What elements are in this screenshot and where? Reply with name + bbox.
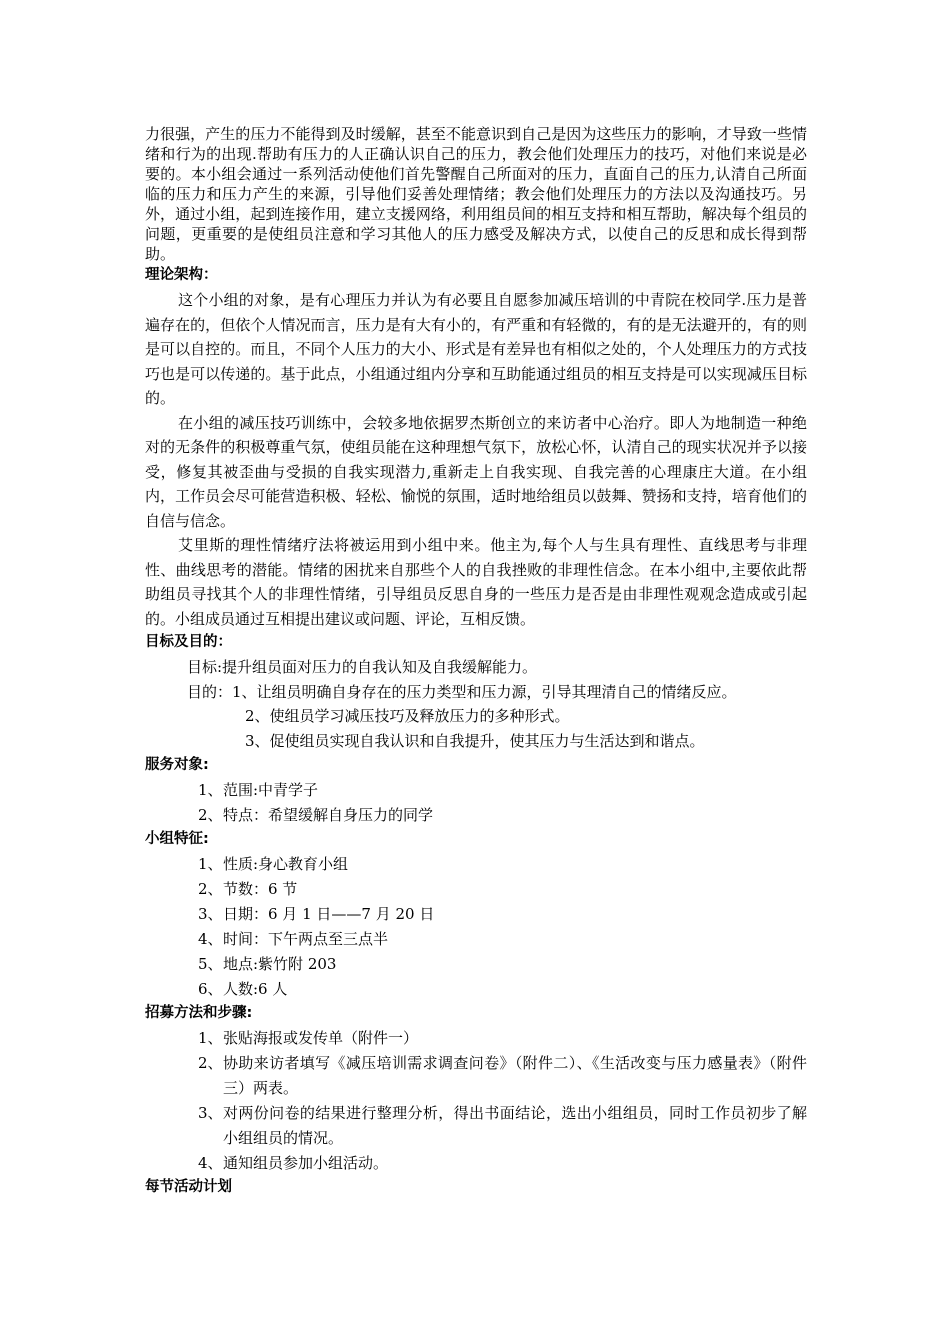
item-number: 1、 bbox=[198, 1029, 223, 1047]
item-text: 时间：下午两点至三点半 bbox=[223, 930, 389, 948]
list-item bbox=[145, 927, 807, 952]
purpose-line: 3、促使组员实现自我认识和自我提升，使其压力与生活达到和谐点。 bbox=[245, 732, 705, 750]
item-text: 性质:身心教育小组 bbox=[223, 855, 349, 873]
item-text: 地点:紫竹附 203 bbox=[223, 955, 337, 973]
list-item bbox=[145, 803, 807, 828]
item-text: 人数:6 人 bbox=[223, 980, 288, 998]
item-number: 1、 bbox=[198, 781, 223, 799]
purpose-line: 目的：1、让组员明确自身存在的压力类型和压力源，引导其理清自己的情绪反应。 bbox=[187, 682, 737, 701]
list-item bbox=[145, 1051, 807, 1101]
item-text: 协助来访者填写《减压培训需求调查问卷》（附件二）、《生活改变与压力感量表》（附件三）两表。 bbox=[223, 1054, 807, 1097]
item-number: 6、 bbox=[198, 980, 223, 998]
theory-paragraph: 这个小组的对象，是有心理压力并认为有必要且自愿参加减压培训的中青院在校同学.压力是普遍存在的，但依个人情况而言，压力是有大有小的，有严重和有轻微的，有的是无法避开的，有的则是可以自控的。而且，不同个人压力的大小、形式是有差异也有相似之处的，个人处理压力的方式技巧也是可以传递的。基于此点，小组通过组内分享和互助能通过组员的相互支持是可以实现减压目标的。 bbox=[145, 291, 807, 407]
item-text: 日期：6 月 1 日——7 月 20 日 bbox=[223, 905, 435, 923]
item-number: 3、 bbox=[198, 1104, 223, 1122]
goals-heading: 目标及目的： bbox=[145, 634, 232, 650]
list-item bbox=[145, 1151, 807, 1176]
theory-paragraph: 艾里斯的理性情绪疗法将被运用到小组中来。他主为,每个人与生具有理性、直线思考与非理性、曲线思考的潜能。情绪的困扰来自那些个人的自我挫败的非理性信念。在本小组中,主要依此帮助组员寻找其个人的非理性情绪，引导组员反思自身的一些压力是否是由非理性观观念造成或引起的。小组成员通过互相提出建议或问题、评论，互相反馈。 bbox=[145, 536, 807, 628]
document-page bbox=[145, 124, 807, 1200]
plan-heading: 每节活动计划 bbox=[145, 1179, 232, 1195]
item-text: 张贴海报或发传单（附件一） bbox=[223, 1029, 419, 1047]
item-number: 1、 bbox=[198, 855, 223, 873]
list-item bbox=[145, 952, 807, 977]
features-heading: 小组特征: bbox=[145, 831, 209, 847]
theory-paragraph: 在小组的减压技巧训练中，会较多地依据罗杰斯创立的来访者中心治疗。即人为地制造一种绝对的无条件的积极尊重气氛，使组员能在这种理想气氛下，放松心怀，认清自己的现实状况并予以接受，修复其被歪曲与受损的自我实现潜力,重新走上自我实现、自我完善的心理康庄大道。在小组内，工作员会尽可能营造积极、轻松、愉悦的氛围，适时地给组员以鼓舞、赞扬和支持，培育他们的自信与信念。 bbox=[145, 413, 807, 530]
goal-line: 目标:提升组员面对压力的自我认知及自我缓解能力。 bbox=[187, 658, 538, 676]
service-heading: 服务对象: bbox=[145, 757, 209, 773]
item-text: 对两份问卷的结果进行整理分析，得出书面结论，选出小组组员，同时工作员初步了解小组组员的情况。 bbox=[223, 1104, 807, 1147]
list-item bbox=[145, 902, 807, 927]
intro-paragraph: 力很强，产生的压力不能得到及时缓解，甚至不能意识到自己是因为这些压力的影响，才导致一些情绪和行为的出现.帮助有压力的人正确认识自己的压力，教会他们处理压力的技巧，对他们来说是必要的。本小组会通过一系列活动使他们首先警醒自己所面对的压力，直面自己的压力,认清自己所面临的压力和压力产生的来源，引导他们妥善处理情绪；教会他们处理压力的方法以及沟通技巧。另外，通过小组，起到连接作用，建立支援网络，利用组员间的相互支持和相互帮助，解决每个组员的问题，更重要的是使组员注意和学习其他人的压力感受及解决方式，以使自己的反思和成长得到帮助。 bbox=[145, 125, 807, 263]
item-text: 范围:中青学子 bbox=[223, 781, 319, 799]
item-number: 2、 bbox=[198, 806, 223, 824]
item-number: 3、 bbox=[198, 905, 223, 923]
item-number: 2、 bbox=[198, 1054, 223, 1072]
item-text: 节数：6 节 bbox=[223, 880, 298, 898]
list-item bbox=[145, 852, 807, 877]
list-item bbox=[145, 778, 807, 803]
list-item bbox=[145, 877, 807, 902]
item-number: 4、 bbox=[198, 1154, 223, 1172]
list-item bbox=[145, 977, 807, 1002]
item-number: 2、 bbox=[198, 880, 223, 898]
item-number: 5、 bbox=[198, 955, 223, 973]
theory-heading: 理论架构： bbox=[145, 267, 218, 283]
recruit-heading: 招募方法和步骤: bbox=[145, 1005, 253, 1021]
list-item bbox=[145, 1101, 807, 1151]
item-number: 4、 bbox=[198, 930, 223, 948]
purpose-line: 2、使组员学习减压技巧及释放压力的多种形式。 bbox=[245, 707, 570, 725]
list-item bbox=[145, 1026, 807, 1051]
item-text: 特点：希望缓解自身压力的同学 bbox=[223, 806, 434, 824]
item-text: 通知组员参加小组活动。 bbox=[223, 1154, 389, 1172]
